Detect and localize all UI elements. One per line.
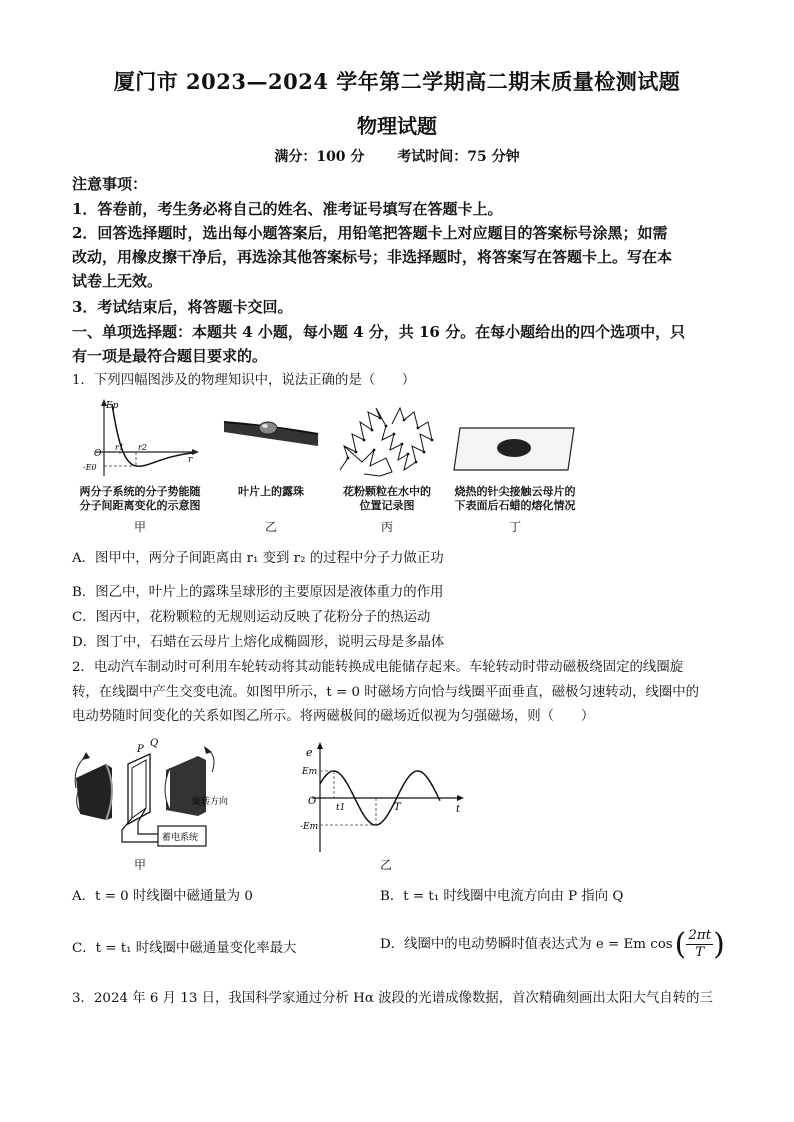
notice-item-2-cont: 改动，用橡皮擦干净后，再选涂其他答案标号；非选择题时，将答案写在答题卡上。写在本: [72, 248, 673, 266]
fig-gen-q: Q: [150, 738, 159, 749]
notice-heading: 注意事项：: [72, 175, 148, 193]
notice-item-1: 1．答卷前，考生务必将自己的姓名、准考证号填写在答题卡上。: [72, 200, 503, 218]
fig3-label: 丙: [380, 520, 393, 534]
exam-time: 考试时间：75 分钟: [397, 149, 520, 165]
fig1-r1: r1: [115, 443, 124, 452]
fig1-origin: O: [94, 449, 102, 459]
fraction: [686, 928, 713, 961]
fig1-neg-e0: -E0: [83, 463, 97, 472]
q2-option-c: C．t = t₁ 时线圈中磁通量变化率最大: [72, 941, 297, 956]
fig-gen-rotation: 旋转方向: [192, 797, 229, 807]
fig-gen-storage: 蓄电系统: [162, 833, 199, 843]
notice-item-2-end: 试卷上无效。: [72, 272, 163, 290]
exam-info: [0, 146, 794, 166]
q2-option-d: [380, 928, 725, 961]
fig4-label: 丁: [508, 520, 521, 534]
fig2-caption: 叶片上的露珠: [238, 485, 304, 498]
q2-stem-line1: 2．电动汽车制动时可利用车轮转动将其动能转换成电能储存起来。车轮转动时带动磁极绕固定的线圈旋: [72, 660, 684, 675]
notice-item-2: 2．回答选择题时，选出每小题答案后，用铅笔把答题卡上对应题目的答案标号涂黑；如需: [72, 224, 668, 242]
q1-option-d: D．图丁中，石蜡在云母片上熔化成椭圆形，说明云母是多晶体: [72, 635, 445, 650]
fig-et-T: T: [394, 802, 401, 813]
fig1-label: 甲: [133, 520, 146, 534]
fig-et-em: Em: [302, 767, 318, 777]
q1-fig-mica-wax: [452, 424, 576, 474]
q2-option-d-prefix: D．线圈中的电动势瞬时值表达式为 e = Em cos: [380, 936, 673, 952]
notice-item-3: 3．考试结束后，将答题卡交回。: [72, 298, 293, 316]
section-heading-line1: 一、单项选择题：本题共 4 小题，每小题 4 分，共 16 分。在每小题给出的四个选项中，只: [72, 323, 686, 341]
q1-option-b: B．图乙中，叶片上的露珠呈球形的主要原因是液体重力的作用: [72, 585, 444, 600]
fig1-axis-x: r: [188, 455, 193, 465]
q1-fig-leaf-dew: [222, 412, 322, 458]
fig3-caption: 花粉颗粒在水中的 位置记录图: [343, 485, 431, 512]
paren-left: (: [674, 926, 687, 962]
subject-title: 物理试题: [357, 114, 437, 138]
q1-fig-potential-curve: [82, 398, 200, 480]
fig-et-neg-em: -Em: [300, 822, 319, 832]
fig-et-axis-y: e: [306, 746, 313, 759]
fig1-caption: 两分子系统的分子势能随 分子间距离变化的示意图: [79, 485, 201, 512]
q1-option-a: A．图甲中，两分子间距离由 r₁ 变到 r₂ 的过程中分子力做正功: [72, 551, 444, 566]
fraction-numerator: 2πt: [688, 928, 712, 943]
fig1-r2: r2: [138, 443, 147, 452]
q2-option-a: A．t = 0 时线圈中磁通量为 0: [72, 889, 253, 904]
q2-fig-generator: [66, 738, 236, 854]
paren-right: ): [713, 926, 725, 962]
fig2-label: 乙: [264, 520, 277, 534]
fig-gen-p: P: [137, 744, 144, 755]
q2-fig-left-label: 甲: [133, 858, 146, 872]
fraction-denominator: T: [695, 945, 705, 960]
full-score: 满分：100 分: [274, 149, 365, 165]
fig1-axis-y: Ep: [106, 401, 119, 411]
exam-title: 厦门市 2023—2024 学年第二学期高二期末质量检测试题: [113, 69, 681, 94]
q1-fig-brownian-path: [334, 400, 438, 480]
q2-stem-line3: 电动势随时间变化的关系如图乙所示。将两磁极间的磁场近似视为匀强磁场，则（ ）: [72, 709, 595, 724]
fig-et-axis-x: t: [456, 804, 461, 815]
q3-stem: 3．2024 年 6 月 13 日，我国科学家通过分析 Hα 波段的光谱成像数据，首次精确刻画出太阳大气自转的三: [72, 991, 713, 1006]
fig-et-origin: O: [308, 796, 317, 807]
section-heading-line2: 有一项是最符合题目要求的。: [72, 347, 268, 365]
q2-option-b: B．t = t₁ 时线圈中电流方向由 P 指向 Q: [380, 889, 624, 904]
q2-fig-et-graph: [300, 740, 470, 856]
fig-et-t1: t1: [336, 803, 346, 813]
q1-stem: 1．下列四幅图涉及的物理知识中，说法正确的是（ ）: [72, 373, 416, 388]
q2-stem-line2: 转，在线圈中产生交变电流。如图甲所示，t = 0 时磁场方向恰与线圈平面垂直，磁极匀速转动，线圈中的: [72, 685, 700, 700]
q2-fig-right-label: 乙: [379, 858, 392, 872]
fig4-caption: 烧热的针尖接触云母片的 下表面后石蜡的熔化情况: [454, 485, 576, 512]
q1-option-c: C．图丙中，花粉颗粒的无规则运动反映了花粉分子的热运动: [72, 610, 431, 625]
